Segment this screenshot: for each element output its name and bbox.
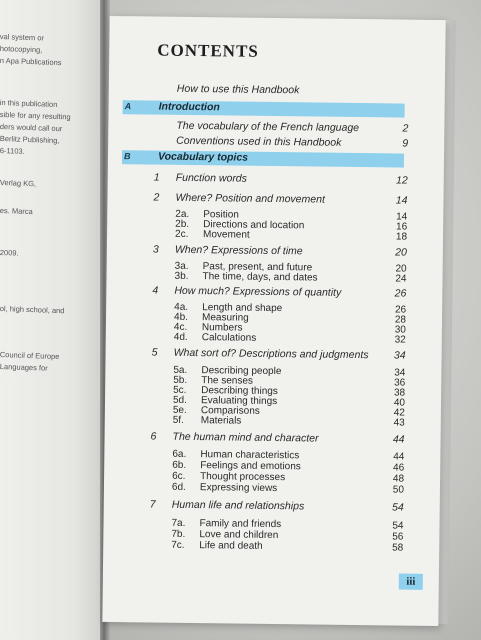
toc-page-number: 20 — [395, 246, 407, 259]
subentry-code: 6a. — [172, 448, 187, 460]
subentry-code: 5f. — [172, 414, 184, 426]
left-page-line: 2009. — [0, 248, 19, 258]
toc-entry-label: How to use this Handbook — [176, 82, 300, 97]
left-page-line: n Apa Publications — [0, 56, 62, 68]
left-page-line: in this publication — [0, 98, 58, 110]
chapter-title: How much? Expressions of quantity — [174, 284, 342, 299]
subentry-label: Love and children — [199, 529, 279, 542]
subentry-label: Position — [203, 209, 239, 221]
toc-entry-label: Conventions used in this Handbook — [176, 134, 342, 149]
subentry-label: Thought processes — [200, 471, 286, 484]
toc-page-number: 54 — [391, 501, 404, 514]
subentry-label: Directions and location — [203, 219, 305, 232]
toc-page-number: 50 — [392, 484, 405, 496]
subentry-label: Movement — [202, 229, 250, 241]
toc-page-number: 38 — [393, 387, 406, 399]
subentry-code: 4d. — [173, 331, 188, 343]
chapter-number: 2 — [153, 191, 160, 204]
section-header-a[interactable] — [123, 100, 405, 117]
subentry-code: 3a. — [174, 260, 189, 272]
subentry-code: 7c. — [171, 539, 185, 551]
toc-page-number: 28 — [394, 314, 407, 326]
subentry-label: The time, days, and dates — [202, 271, 318, 284]
subentry-code: 5c. — [173, 384, 187, 396]
toc-page-number: 32 — [394, 334, 406, 346]
chapter-title: What sort of? Descriptions and judgments — [173, 346, 369, 362]
toc-subentry[interactable] — [105, 414, 405, 432]
toc-page-number: 12 — [395, 174, 408, 187]
chapter-number: 5 — [151, 346, 158, 359]
toc-page-number: 34 — [393, 349, 406, 362]
left-page-line: val system or — [0, 32, 45, 43]
subentry-code: 2b. — [175, 218, 190, 230]
chapter-title: Where? Position and movement — [175, 191, 325, 206]
section-title: Vocabulary topics — [157, 150, 249, 164]
section-title: Introduction — [158, 100, 220, 114]
chapter-number: 4 — [152, 284, 159, 297]
chapter-number: 6 — [150, 430, 157, 443]
subentry-label: Expressing views — [199, 482, 278, 495]
subentry-label: Feelings and emotions — [200, 460, 301, 473]
subentry-label: Measuring — [201, 312, 249, 324]
toc-page-number: 26 — [394, 304, 407, 316]
chapter-title: Function words — [175, 171, 248, 185]
section-letter: A — [124, 101, 132, 112]
toc-chapter[interactable] — [106, 346, 406, 364]
left-facing-page — [0, 0, 104, 640]
toc-chapter[interactable] — [106, 284, 406, 302]
toc-page-number: 16 — [395, 221, 408, 233]
toc-page-number: 18 — [395, 231, 408, 243]
chapter-title: Human life and relationships — [171, 498, 305, 513]
subentry-code: 5d. — [172, 394, 187, 406]
toc-page-number: 26 — [394, 287, 407, 300]
toc-page-number: 30 — [394, 324, 406, 336]
toc-page-number: 43 — [393, 417, 405, 429]
subentry-code: 2a. — [175, 208, 190, 220]
toc-entry[interactable] — [109, 82, 409, 100]
subentry-code: 7b. — [171, 528, 186, 540]
toc-subentry[interactable] — [104, 481, 404, 499]
toc-page-number: 24 — [395, 273, 407, 285]
toc-page-number: 56 — [392, 531, 404, 543]
toc-page-number: 42 — [393, 407, 405, 419]
left-page-line: Languages for — [0, 362, 48, 373]
toc-page-number: 44 — [392, 433, 405, 446]
toc-page-number: 54 — [392, 520, 404, 532]
contents-page — [102, 16, 445, 626]
subentry-code: 6c. — [172, 470, 186, 482]
toc-page-number: 48 — [392, 473, 405, 485]
subentry-code: 5a. — [173, 364, 188, 376]
left-page-line: ders would call our — [0, 122, 63, 134]
toc-chapter[interactable] — [104, 498, 404, 516]
subentry-label: Describing things — [201, 385, 278, 398]
left-page-line: sible for any resulting — [0, 110, 71, 122]
left-page-line: Council of Europe — [0, 350, 60, 362]
subentry-label: Numbers — [201, 322, 243, 334]
toc-entry-label: The vocabulary of the French language — [176, 119, 360, 135]
subentry-code: 2c. — [174, 228, 189, 240]
toc-page-number: 58 — [392, 542, 404, 554]
toc-chapter[interactable] — [107, 243, 407, 261]
subentry-code: 5b. — [173, 374, 188, 386]
subentry-code: 5e. — [172, 404, 187, 416]
subentry-code: 4b. — [173, 311, 189, 323]
left-page-line: 6-1103. — [0, 146, 25, 156]
chapter-title: When? Expressions of time — [174, 243, 303, 258]
chapter-number: 1 — [153, 171, 160, 184]
toc-entry[interactable] — [108, 134, 408, 152]
left-page-line: Verlag KG, — [0, 178, 37, 189]
left-page-line: Berlitz Publishing, — [0, 134, 60, 146]
toc-subentry[interactable] — [103, 539, 403, 557]
subentry-label: Past, present, and future — [202, 261, 313, 274]
section-header-b[interactable] — [122, 150, 404, 167]
chapter-title: The human mind and character — [172, 430, 319, 445]
subentry-code: 6d. — [171, 481, 186, 493]
toc-page-number: 2 — [402, 122, 409, 135]
subentry-label: Human characteristics — [200, 449, 300, 462]
toc-page-number: 14 — [395, 194, 408, 207]
left-page-line: hotocopying, — [0, 44, 43, 55]
toc-chapter[interactable] — [104, 430, 404, 448]
subentry-code: 4c. — [173, 321, 188, 333]
subentry-label: Family and friends — [199, 518, 282, 531]
subentry-label: Materials — [200, 415, 242, 427]
toc-page-number: 20 — [395, 263, 407, 275]
toc-chapter[interactable] — [107, 191, 407, 209]
toc-page-number: 14 — [396, 211, 408, 223]
subentry-code: 7a. — [171, 517, 186, 529]
subentry-code: 3b. — [174, 270, 189, 282]
toc-chapter[interactable] — [108, 171, 408, 189]
toc-page-number: 9 — [402, 137, 409, 150]
subentry-label: The senses — [201, 375, 254, 387]
toc-page-number: 40 — [393, 397, 406, 409]
toc-page-number: 44 — [393, 451, 405, 463]
toc-page-number: 34 — [394, 367, 406, 379]
chapter-number: 7 — [149, 498, 156, 511]
section-letter: B — [123, 151, 131, 162]
left-page-line: es. Marca — [0, 206, 33, 217]
subentry-label: Calculations — [201, 332, 257, 344]
chapter-number: 3 — [152, 243, 159, 256]
subentry-code: 6b. — [172, 459, 187, 471]
page-number: iii — [399, 574, 423, 590]
subentry-label: Evaluating things — [200, 395, 278, 408]
subentry-label: Comparisons — [200, 405, 260, 417]
subentry-label: Life and death — [199, 540, 263, 552]
subentry-label: Length and shape — [202, 302, 283, 315]
left-page-line: ol, high school, and — [0, 304, 65, 316]
subentry-label: Describing people — [201, 365, 282, 378]
page-title: CONTENTS — [157, 40, 259, 61]
subentry-code: 4a. — [174, 301, 189, 313]
toc-page-number: 36 — [394, 377, 406, 389]
toc-page-number: 46 — [393, 462, 405, 474]
